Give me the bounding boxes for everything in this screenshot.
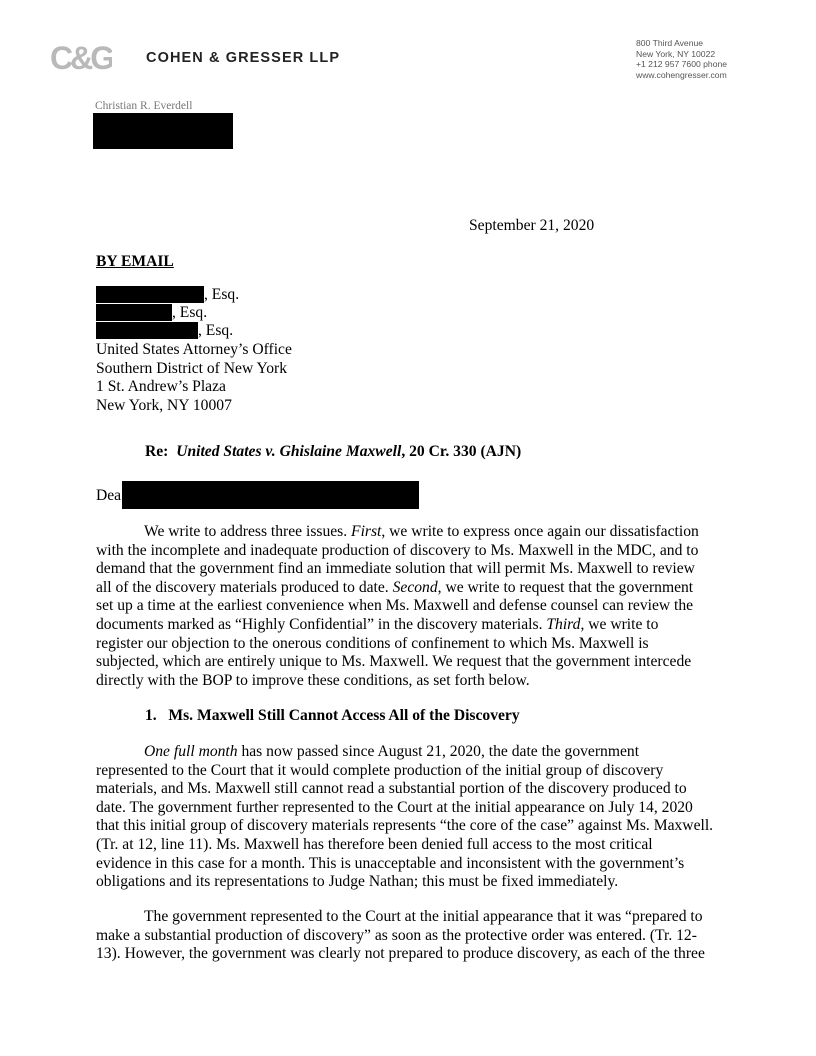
re-line <box>145 443 521 462</box>
text-line: subjected, which are entirely unique to Ms. Maxwell. We request that the government intercede <box>96 653 692 671</box>
text-line: evidence in this case for a month. This is unacceptable and inconsistent with the government’s <box>96 854 685 872</box>
text-line: One full month has now passed since August 21, 2020, the date the government <box>144 743 640 760</box>
text-line: materials, and Ms. Maxwell still cannot read a substantial portion of the discovery produced to <box>96 780 687 798</box>
address-line: www.cohengresser.com <box>636 69 727 80</box>
address-line: United States Attorney’s Office <box>96 341 292 358</box>
re-label: Re: <box>145 443 169 460</box>
letter-date: September 21, 2020 <box>469 217 595 234</box>
text-line: (Tr. at 12, line 11). Ms. Maxwell has therefore been denied full access to the most critical <box>96 835 653 853</box>
text-line: directly with the BOP to improve these conditions, as set forth below. <box>96 671 530 689</box>
case-name: United States v. Ghislaine Maxwell <box>176 443 402 460</box>
address-line: 1 St. Andrew’s Plaza <box>96 378 226 396</box>
firm-logo <box>50 40 112 74</box>
address-line: New York, NY 10007 <box>96 396 232 414</box>
recipient-address <box>96 341 726 415</box>
body-paragraph <box>96 908 726 964</box>
text-line: The government represented to the Court at the initial appearance that it was “prepared to <box>144 908 703 925</box>
text-line: We write to address three issues. First, we write to express once again our dissatisfaction <box>144 523 699 540</box>
address-line: Southern District of New York <box>96 359 288 377</box>
address-line: +1 212 957 7600 phone <box>636 59 728 69</box>
text-line: documents marked as “Highly Confidential” in the discovery materials. Third, we write to <box>96 615 659 633</box>
redaction-block <box>122 481 419 509</box>
text-line: date. The government further represented to the Court at the initial appearance on July 14, 2020 <box>96 798 693 816</box>
recipient-esq: , Esq. <box>198 322 234 339</box>
redaction-block <box>93 113 233 149</box>
delivery-method: BY EMAIL <box>96 253 174 270</box>
text-line: set up a time at the earliest convenience when Ms. Maxwell and defense counsel can review the <box>96 597 694 615</box>
case-number: , 20 Cr. 330 (AJN) <box>401 443 522 460</box>
section-heading: 1. Ms. Maxwell Still Cannot Access All of the Discovery <box>145 707 520 724</box>
address-line: New York, NY 10022 <box>636 48 716 59</box>
firm-name: COHEN & GRESSER LLP <box>146 50 341 66</box>
text-line: 13). However, the government was clearly not prepared to produce discovery, as each of the three <box>96 945 705 963</box>
text-line: register our objection to the onerous conditions of confinement to which Ms. Maxwell is <box>96 634 649 652</box>
logo-text: C&G <box>50 40 112 74</box>
firm-address <box>636 38 727 80</box>
text-line: with the incomplete and inadequate production of discovery to Ms. Maxwell in the MDC, and to <box>96 541 699 559</box>
text-line: that this initial group of discovery materials represents “the core of the case” against Ms. Maxwell. <box>96 817 714 835</box>
address-line: 800 Third Avenue <box>636 38 704 48</box>
sender-name: Christian R. Everdell <box>95 100 193 112</box>
text-line: obligations and its representations to Judge Nathan; this must be fixed immediately. <box>96 873 619 891</box>
recipient-esq: , Esq. <box>172 304 208 321</box>
text-line: make a substantial production of discovery” as soon as the protective order was entered. (Tr. 12- <box>96 926 697 944</box>
redaction-block <box>96 286 204 303</box>
text-line: demand that the government find an immediate solution that will permit Ms. Maxwell to review <box>96 560 695 578</box>
body-paragraph <box>96 523 726 690</box>
redaction-block <box>96 304 172 321</box>
text-line: all of the discovery materials produced to date. Second, we write to request that the government <box>96 578 694 596</box>
salutation: Dea <box>96 487 122 504</box>
redaction-block <box>96 322 198 339</box>
text-line: represented to the Court that it would complete production of the initial group of discovery <box>96 761 664 779</box>
body-paragraph <box>96 743 726 892</box>
recipient-esq: , Esq. <box>204 286 240 303</box>
